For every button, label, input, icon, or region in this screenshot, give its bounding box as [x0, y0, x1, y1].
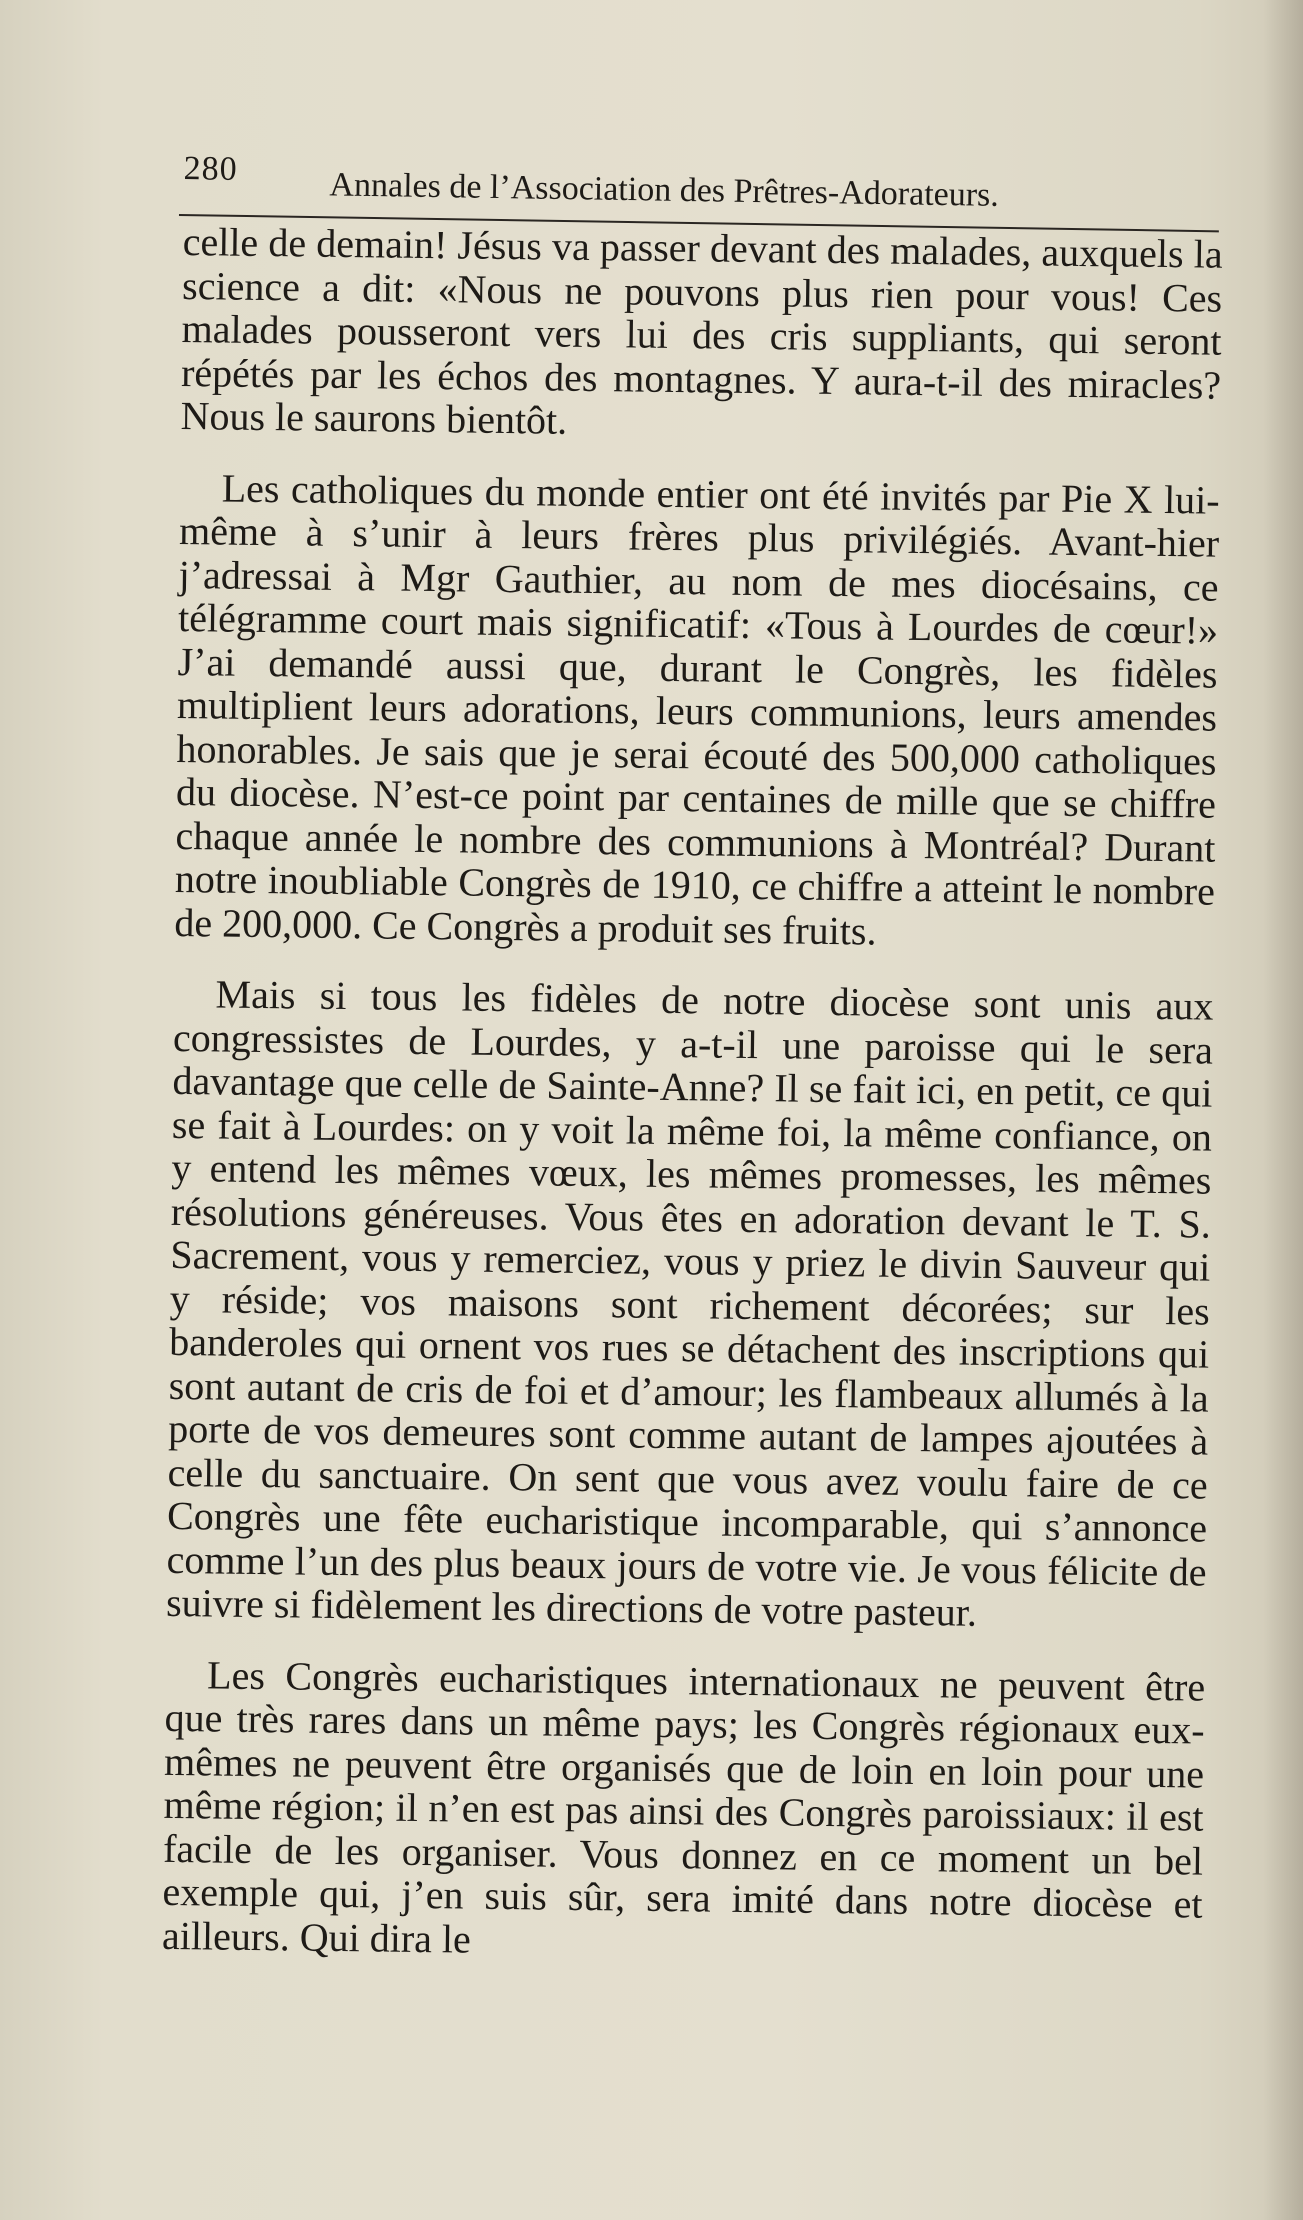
body-text: [161, 220, 1222, 1998]
running-head-title: Annales de l’Association des Prêtres-Adorateurs.: [329, 166, 1000, 214]
page-number: 280: [183, 150, 238, 188]
paragraph-catholiques: Les catholiques du monde entier ont été invités par Pie X lui-même à s’unir à leurs frères plus privilégiés. Avant-hier j’adressai à Mgr Gauthier, au nom de mes diocésains, ce télégramme court mais significatif: «Tous à Lourdes de cœur!» J’ai demandé aussi que, durant le Congrès, les fidèles multiplient leurs adorations, leurs communions, leurs amendes honorables. Je sais que je serai écouté des 500,000 catholiques du diocèse. N’est-ce point par centaines de mille que se chiffre chaque année le nombre des communions à Montréal? Durant notre inoubliable Congrès de 1910, ce chiffre a atteint le nombre de 200,000. Ce Congrès a produit ses fruits.: [174, 464, 1220, 954]
page-edge-shadow: [1263, 0, 1303, 2220]
paragraph-congres: Les Congrès eucharistiques internationaux ne peuvent être que très rares dans un même pays; les Congrès régionaux eux-mêmes ne peuvent être organisés que de loin en loin pour une même région; il n’en est pas ainsi des Congrès paroissiaux: il est facile de les organiser. Vous donnez en ce moment un bel exemple qui, j’en suis sûr, sera imité dans notre diocèse et ailleurs. Qui dira le: [161, 1651, 1206, 1962]
paragraph-continuation: celle de demain! Jésus va passer devant des malades, auxquels la science a dit: «Nous ne pouvons plus rien pour vous! Ces malades pousseront vers lui des cris suppliants, qui seront répétés par les échos des montagnes. Y aura-t-il des miracles? Nous le saurons bientôt.: [180, 219, 1223, 443]
paragraph-sainte-anne: Mais si tous les fidèles de notre diocèse sont unis aux congressistes de Lourdes, y a-t-il une paroisse qui le sera davantage que celle de Sainte-Anne? Il se fait ici, en petit, ce qui se fait à Lourdes: on y voit la même foi, la même confiance, on y entend les mêmes vœux, les mêmes promesses, les mêmes résolutions généreuses. Vous êtes en adoration devant le T. S. Sacrement, vous y remerciez, vous y priez le divin Sauveur qui y réside; vos maisons sont richement décorées; sur les banderoles qui ornent vos rues se détachent des inscriptions qui sont autant de cris de foi et d’amour; les flambeaux allumés à la porte de vos demeures sont comme autant de lampes ajoutées à celle du sanctuaire. On sent que vous avez voulu faire de ce Congrès une fête eucharistique incomparable, qui s’annonce comme l’un des plus beaux jours de votre vie. Je vous félicite de suivre si fidèlement les directions de votre pasteur.: [165, 971, 1214, 1635]
